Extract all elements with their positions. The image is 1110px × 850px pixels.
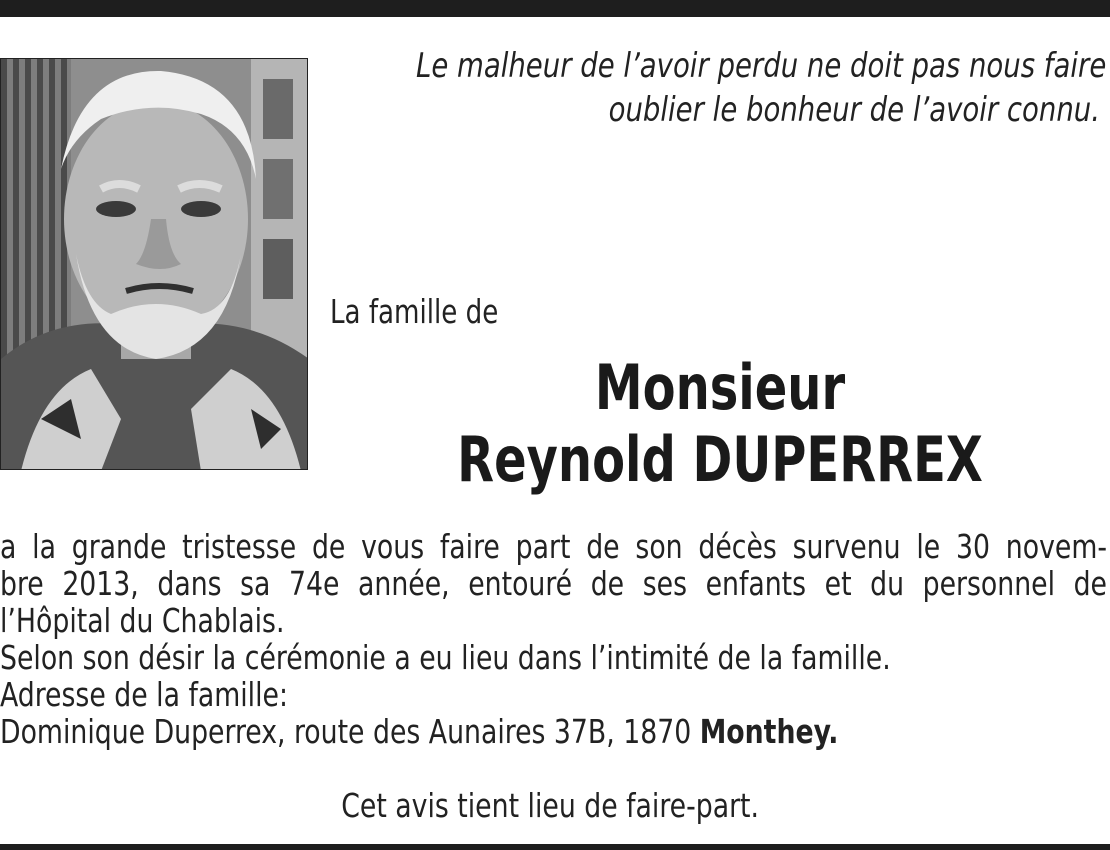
portrait-photo	[0, 58, 308, 470]
address-city: Monthey.	[699, 712, 839, 751]
body-line-4: Selon son désir la cérémonie a eu lieu dans l’intimité de la famille.	[0, 638, 891, 677]
deceased-name	[330, 352, 1110, 496]
closing-text: Cet avis tient lieu de faire-part.	[341, 786, 759, 825]
family-intro: La famille de	[330, 292, 499, 331]
address-text: Dominique Duperrex, route des Aunaires 37B, 1870	[0, 712, 700, 751]
portrait-photo-icon	[1, 59, 308, 470]
announcement-body	[0, 528, 1107, 750]
body-line-2: bre 2013, dans sa 74e année, entouré de ses enfants et du personnel de	[0, 564, 1107, 603]
closing-note	[0, 786, 1100, 825]
name-full: Reynold DUPERREX	[457, 423, 983, 496]
top-border-rule	[0, 0, 1110, 17]
name-title: Monsieur	[594, 351, 846, 424]
memorial-quote	[416, 44, 1107, 132]
body-line-1: a la grande tristesse de vous faire part de son décès survenu le 30 novem-	[0, 527, 1107, 566]
family-address	[0, 713, 1107, 750]
body-line-3: l’Hôpital du Chablais.	[0, 601, 285, 640]
body-line-5: Adresse de la famille:	[0, 675, 288, 714]
quote-line-1: Le malheur de l’avoir perdu ne doit pas nous faire	[416, 46, 1107, 86]
quote-line-2: oublier le bonheur de l’avoir connu.	[608, 90, 1100, 130]
bottom-border-rule	[0, 844, 1110, 850]
